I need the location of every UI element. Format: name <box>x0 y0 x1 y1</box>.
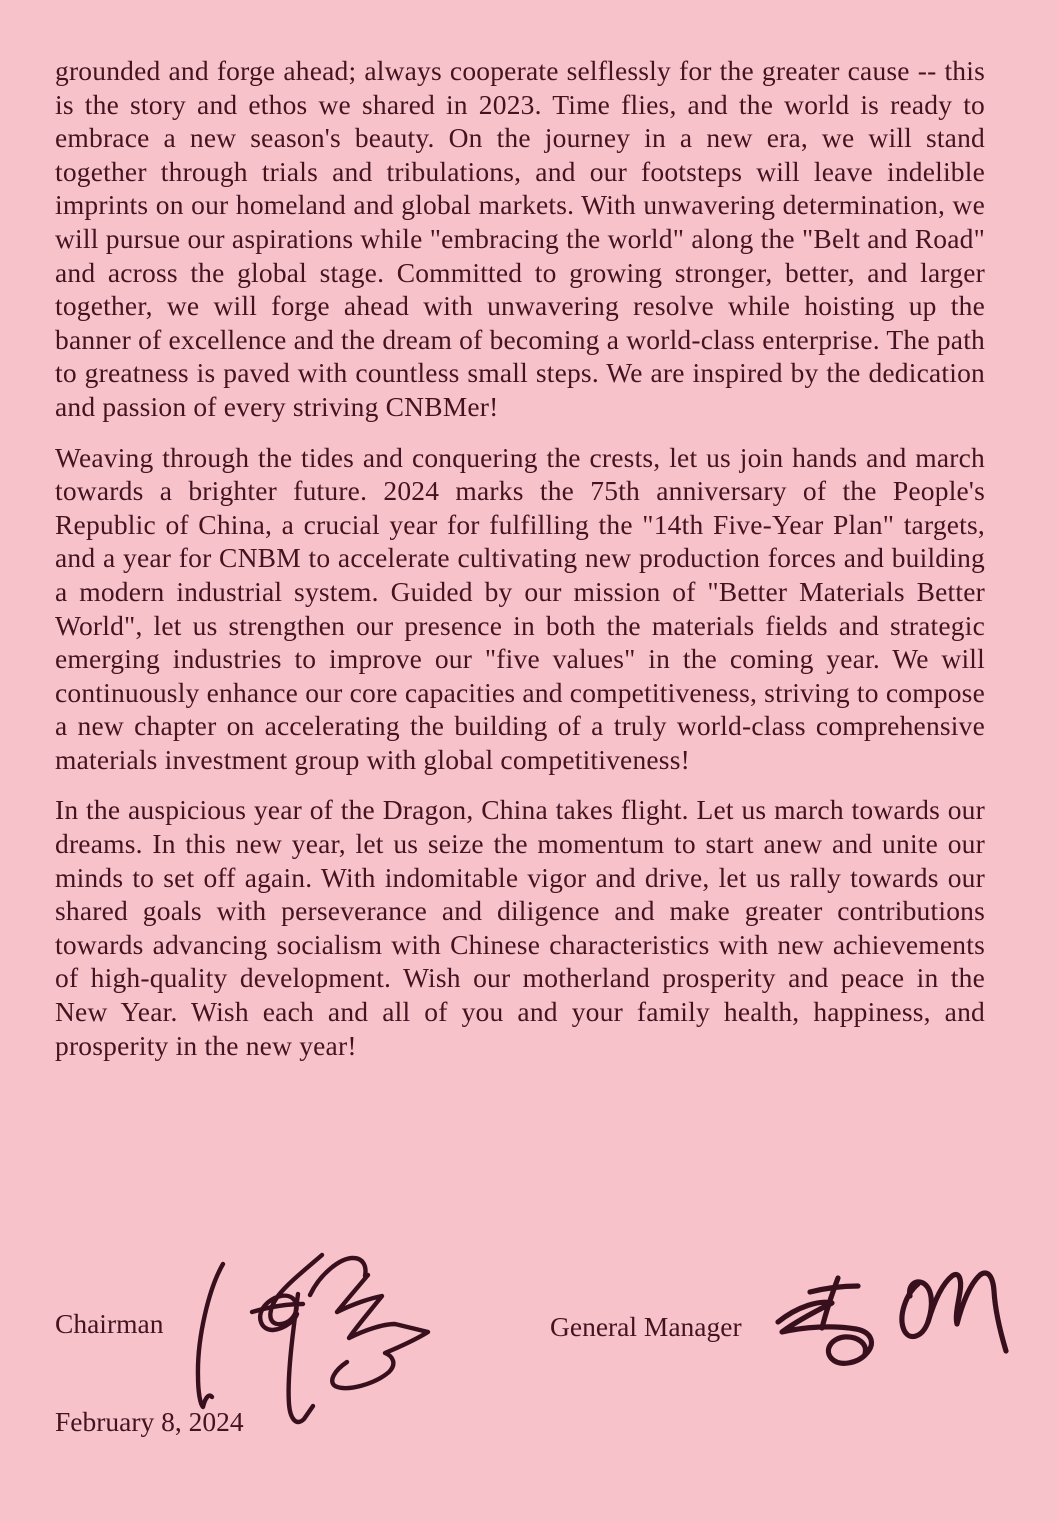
letter-paragraph: grounded and forge ahead; always cooperate selflessly for the greater cause -- this is the story and ethos we shared in 2023. Time flies, and the world is ready to embrace a new season's beauty. On the journey in a new era, we will stand together through trials and tribulations, and our footsteps will leave indelible imprints on our homeland and global markets. With unwavering determination, we will pursue our aspirations while "embracing the world" along the "Belt and Road" and across the global stage. Committed to growing stronger, better, and larger together, we will forge ahead with unwavering resolve while hoisting up the banner of excellence and the dream of becoming a world-class enterprise. The path to greatness is paved with countless small steps. We are inspired by the dedication and passion of every striving CNBMer! <box>55 55 985 422</box>
letter-date: February 8, 2024 <box>55 1406 244 1437</box>
general-manager-signature <box>768 1246 1018 1396</box>
letter-paragraph: Weaving through the tides and conquering the crests, let us join hands and march towards a brighter future. 2024 marks the 75th anniversary of the People's Republic of China, a crucial year for fulfilling the "14th Five-Year Plan" targets, and a year for CNBM to accelerate cultivating new production forces and building a modern industrial system. Guided by our mission of "Better Materials Better World", let us strengthen our presence in both the materials fields and strategic emerging industries to improve our "five values" in the coming year. We will continuously enhance our core capacities and competitiveness, striving to compose a new chapter on accelerating the building of a truly world-class comprehensive materials investment group with global competitiveness! <box>55 441 985 775</box>
letter-body <box>55 54 985 1079</box>
chairman-title-label: Chairman <box>55 1308 164 1339</box>
general-manager-title-label: General Manager <box>550 1311 742 1342</box>
letter-paragraph: In the auspicious year of the Dragon, China takes flight. Let us march towards our dreams. In this new year, let us seize the momentum to start anew and unite our minds to set off again. With indomitable vigor and drive, let us rally towards our shared goals with perseverance and diligence and make greater contributions towards advancing socialism with Chinese characteristics with new achievements of high-quality development. Wish our motherland prosperity and peace in the New Year. Wish each and all of you and your family health, happiness, and prosperity in the new year! <box>55 794 985 1061</box>
